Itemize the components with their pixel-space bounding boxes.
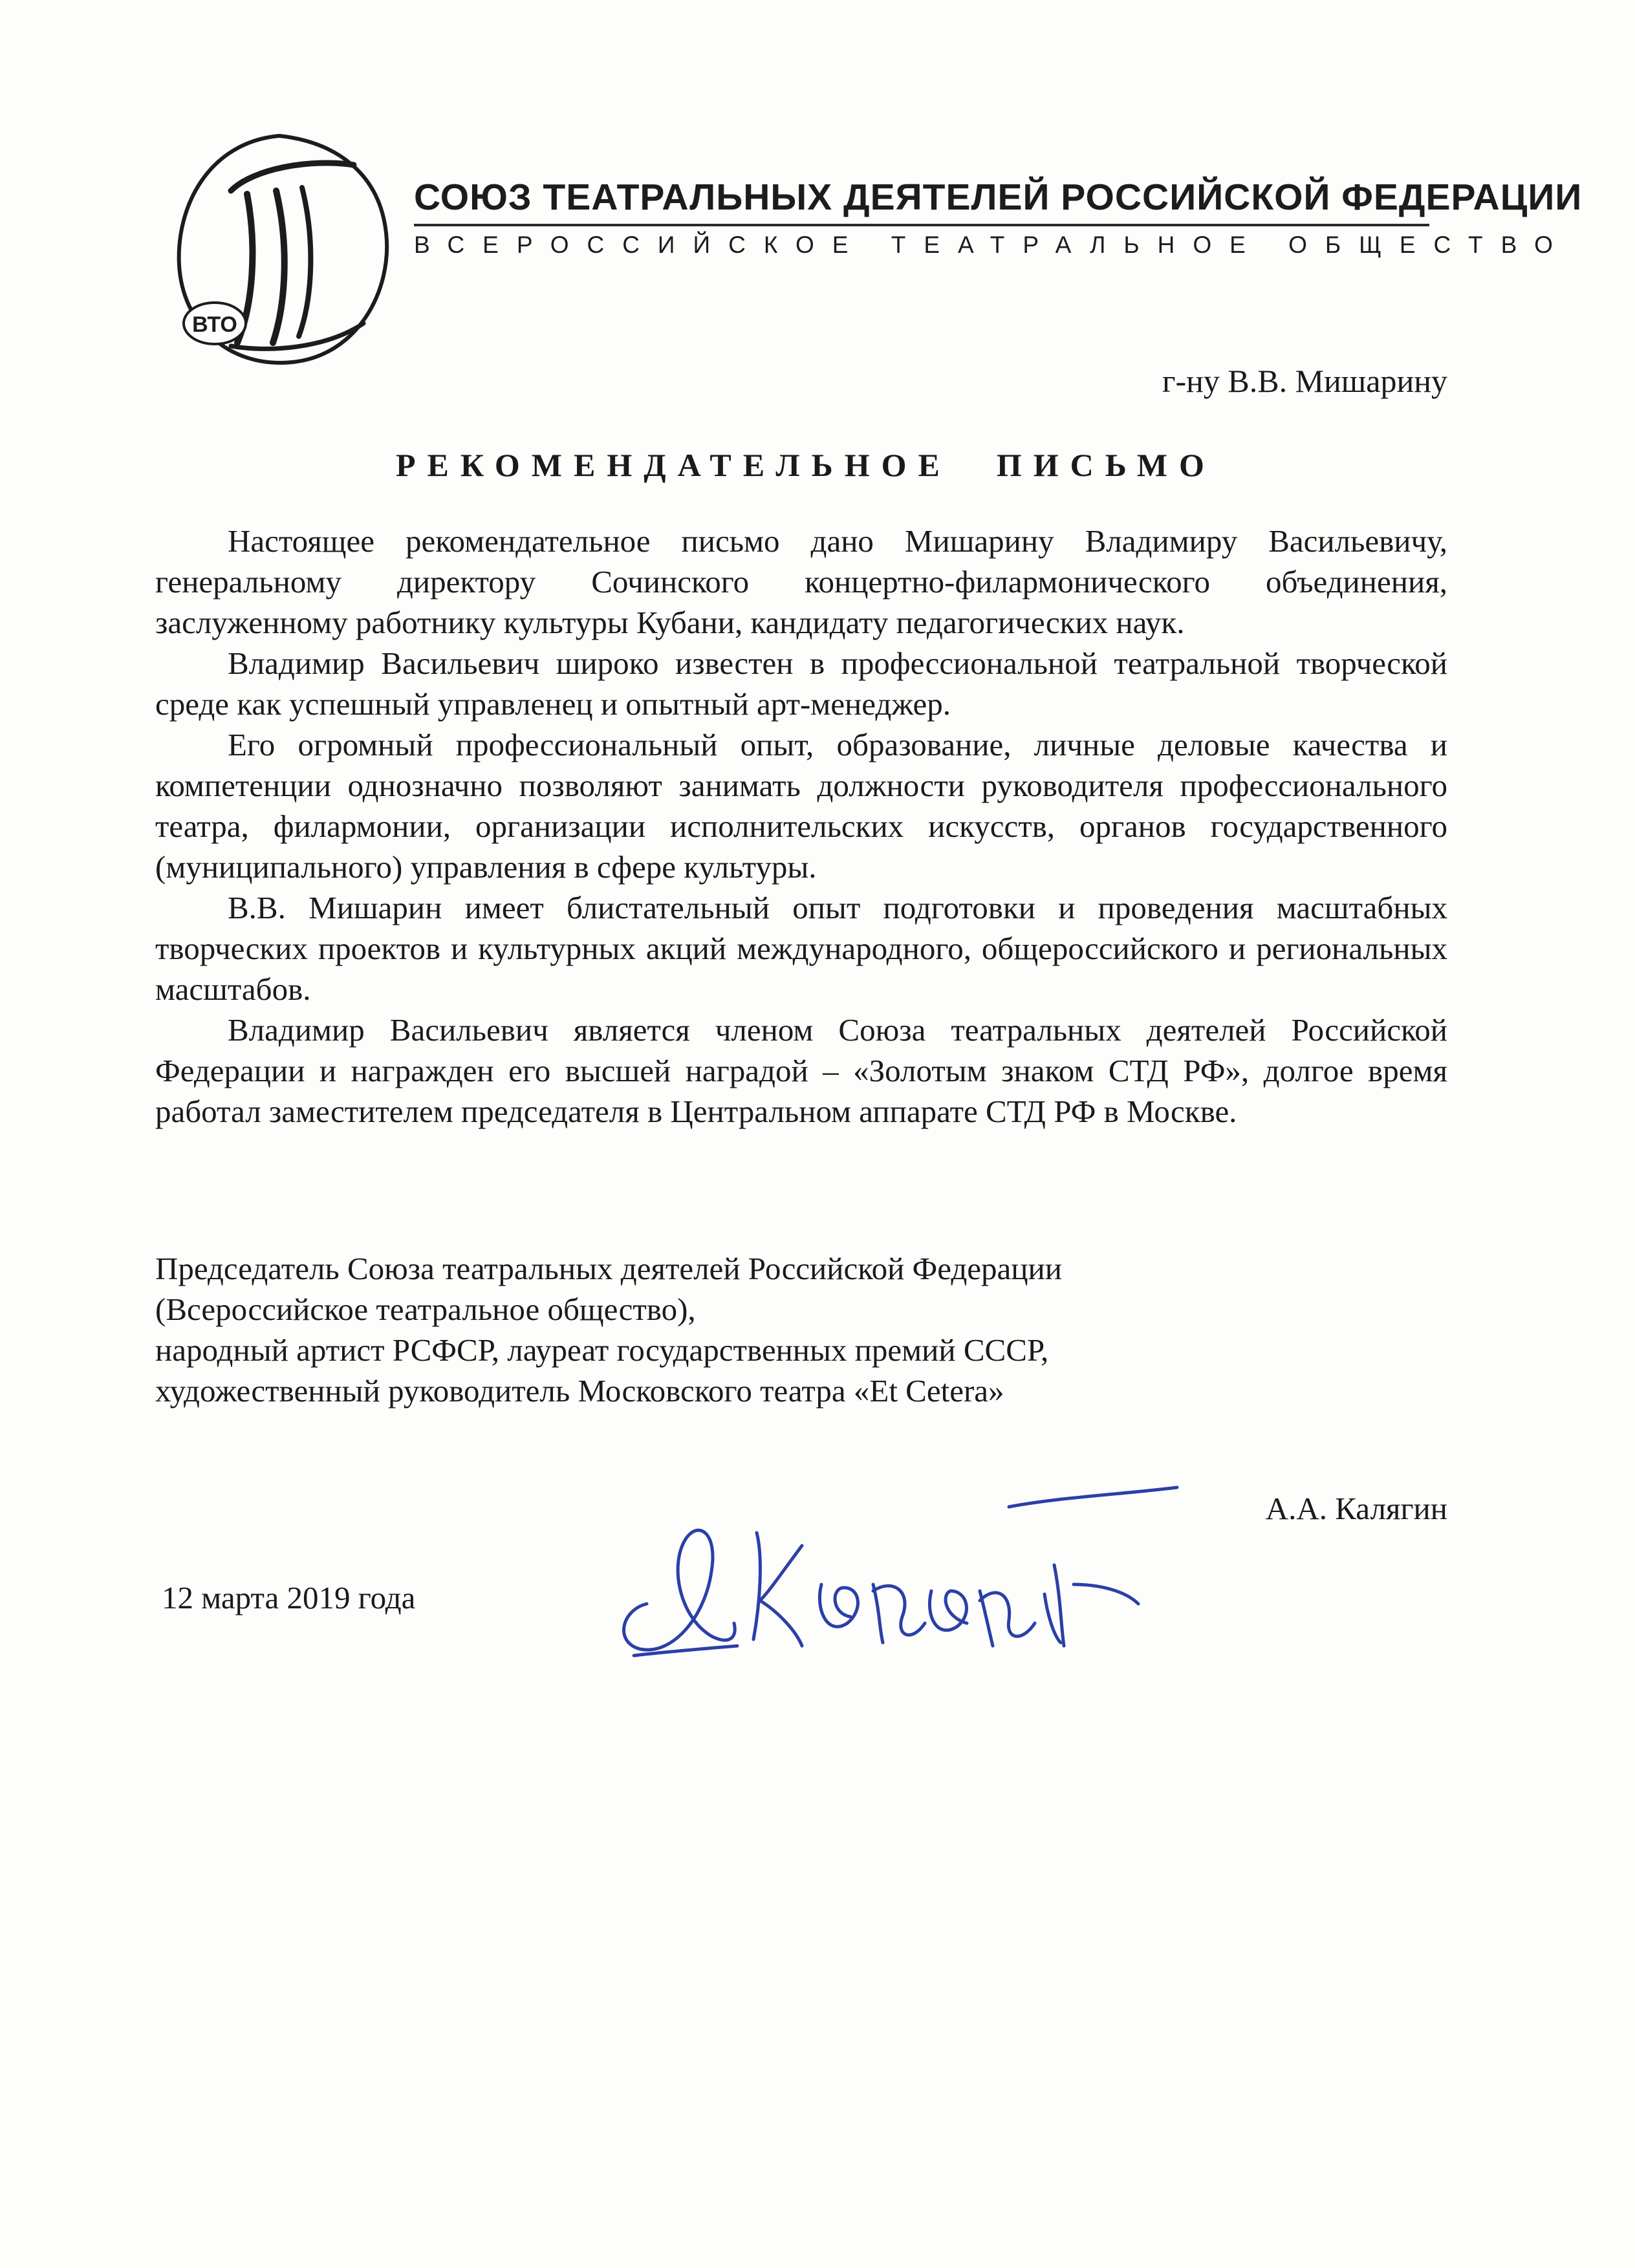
signer-title-block (155, 1248, 1062, 1411)
letter-date: 12 марта 2019 года (162, 1580, 416, 1615)
signer-title-line: народный артист РСФСР, лауреат государственных премий СССР, (155, 1332, 1049, 1368)
letter-body (155, 521, 1447, 1132)
organization-name: СОЮЗ ТЕАТРАЛЬНЫХ ДЕЯТЕЛЕЙ РОССИЙСКОЙ ФЕДЕРАЦИИ (414, 177, 1583, 218)
addressee: г-ну В.В. Мишарину (1162, 363, 1447, 399)
signer-title-line: художественный руководитель Московского театра «Et Cetera» (155, 1373, 1004, 1409)
body-paragraph: Владимир Васильевич широко известен в профессиональной театральной творческой среде как успешный управленец и опытный арт-менеджер. (155, 645, 1447, 722)
document-title (396, 446, 1216, 484)
logo-text: ВТО (192, 312, 237, 337)
body-paragraph: В.В. Мишарин имеет блистательный опыт подготовки и проведения масштабных творческих проектов и культурных акций международного, общероссийского и региональных масштабов. (155, 890, 1447, 1007)
body-paragraph: Владимир Васильевич является членом Союза театральных деятелей Российской Федерации и награжден его высшей наградой – «Золотым знаком СТД РФ», долгое время работал заместителем председателя в Центральном аппарате СТД РФ в Москве. (155, 1012, 1447, 1129)
letterhead-divider (414, 224, 1429, 226)
body-paragraph: Его огромный профессиональный опыт, образование, личные деловые качества и компетенции однозначно позволяют занимать должности руководителя профессионального театра, филармонии, организации исполнительских искусств, органов государственного (муниципального) управления в сфере культуры. (155, 727, 1447, 885)
handwritten-signature-icon (608, 1462, 1203, 1681)
signer-name: А.А. Калягин (1265, 1491, 1447, 1526)
body-paragraph: Настоящее рекомендательное письмо дано Мишарину Владимиру Васильевичу, генеральному директору Сочинского концертно-филармонического объединения, заслуженному работнику культуры Кубани, кандидату педагогических наук. (155, 523, 1447, 640)
title-word-2: ПИСЬМО (996, 447, 1216, 483)
title-word-1: РЕКОМЕНДАТЕЛЬНОЕ (396, 447, 951, 483)
stdrf-logo-icon (169, 129, 396, 375)
signer-title-line: Председатель Союза театральных деятелей Российской Федерации (155, 1251, 1062, 1286)
signer-title-line: (Всероссийское театральное общество), (155, 1291, 696, 1327)
organization-subtitle: ВСЕРОССИЙСКОЕ ТЕАТРАЛЬНОЕ ОБЩЕСТВО (414, 232, 1571, 258)
